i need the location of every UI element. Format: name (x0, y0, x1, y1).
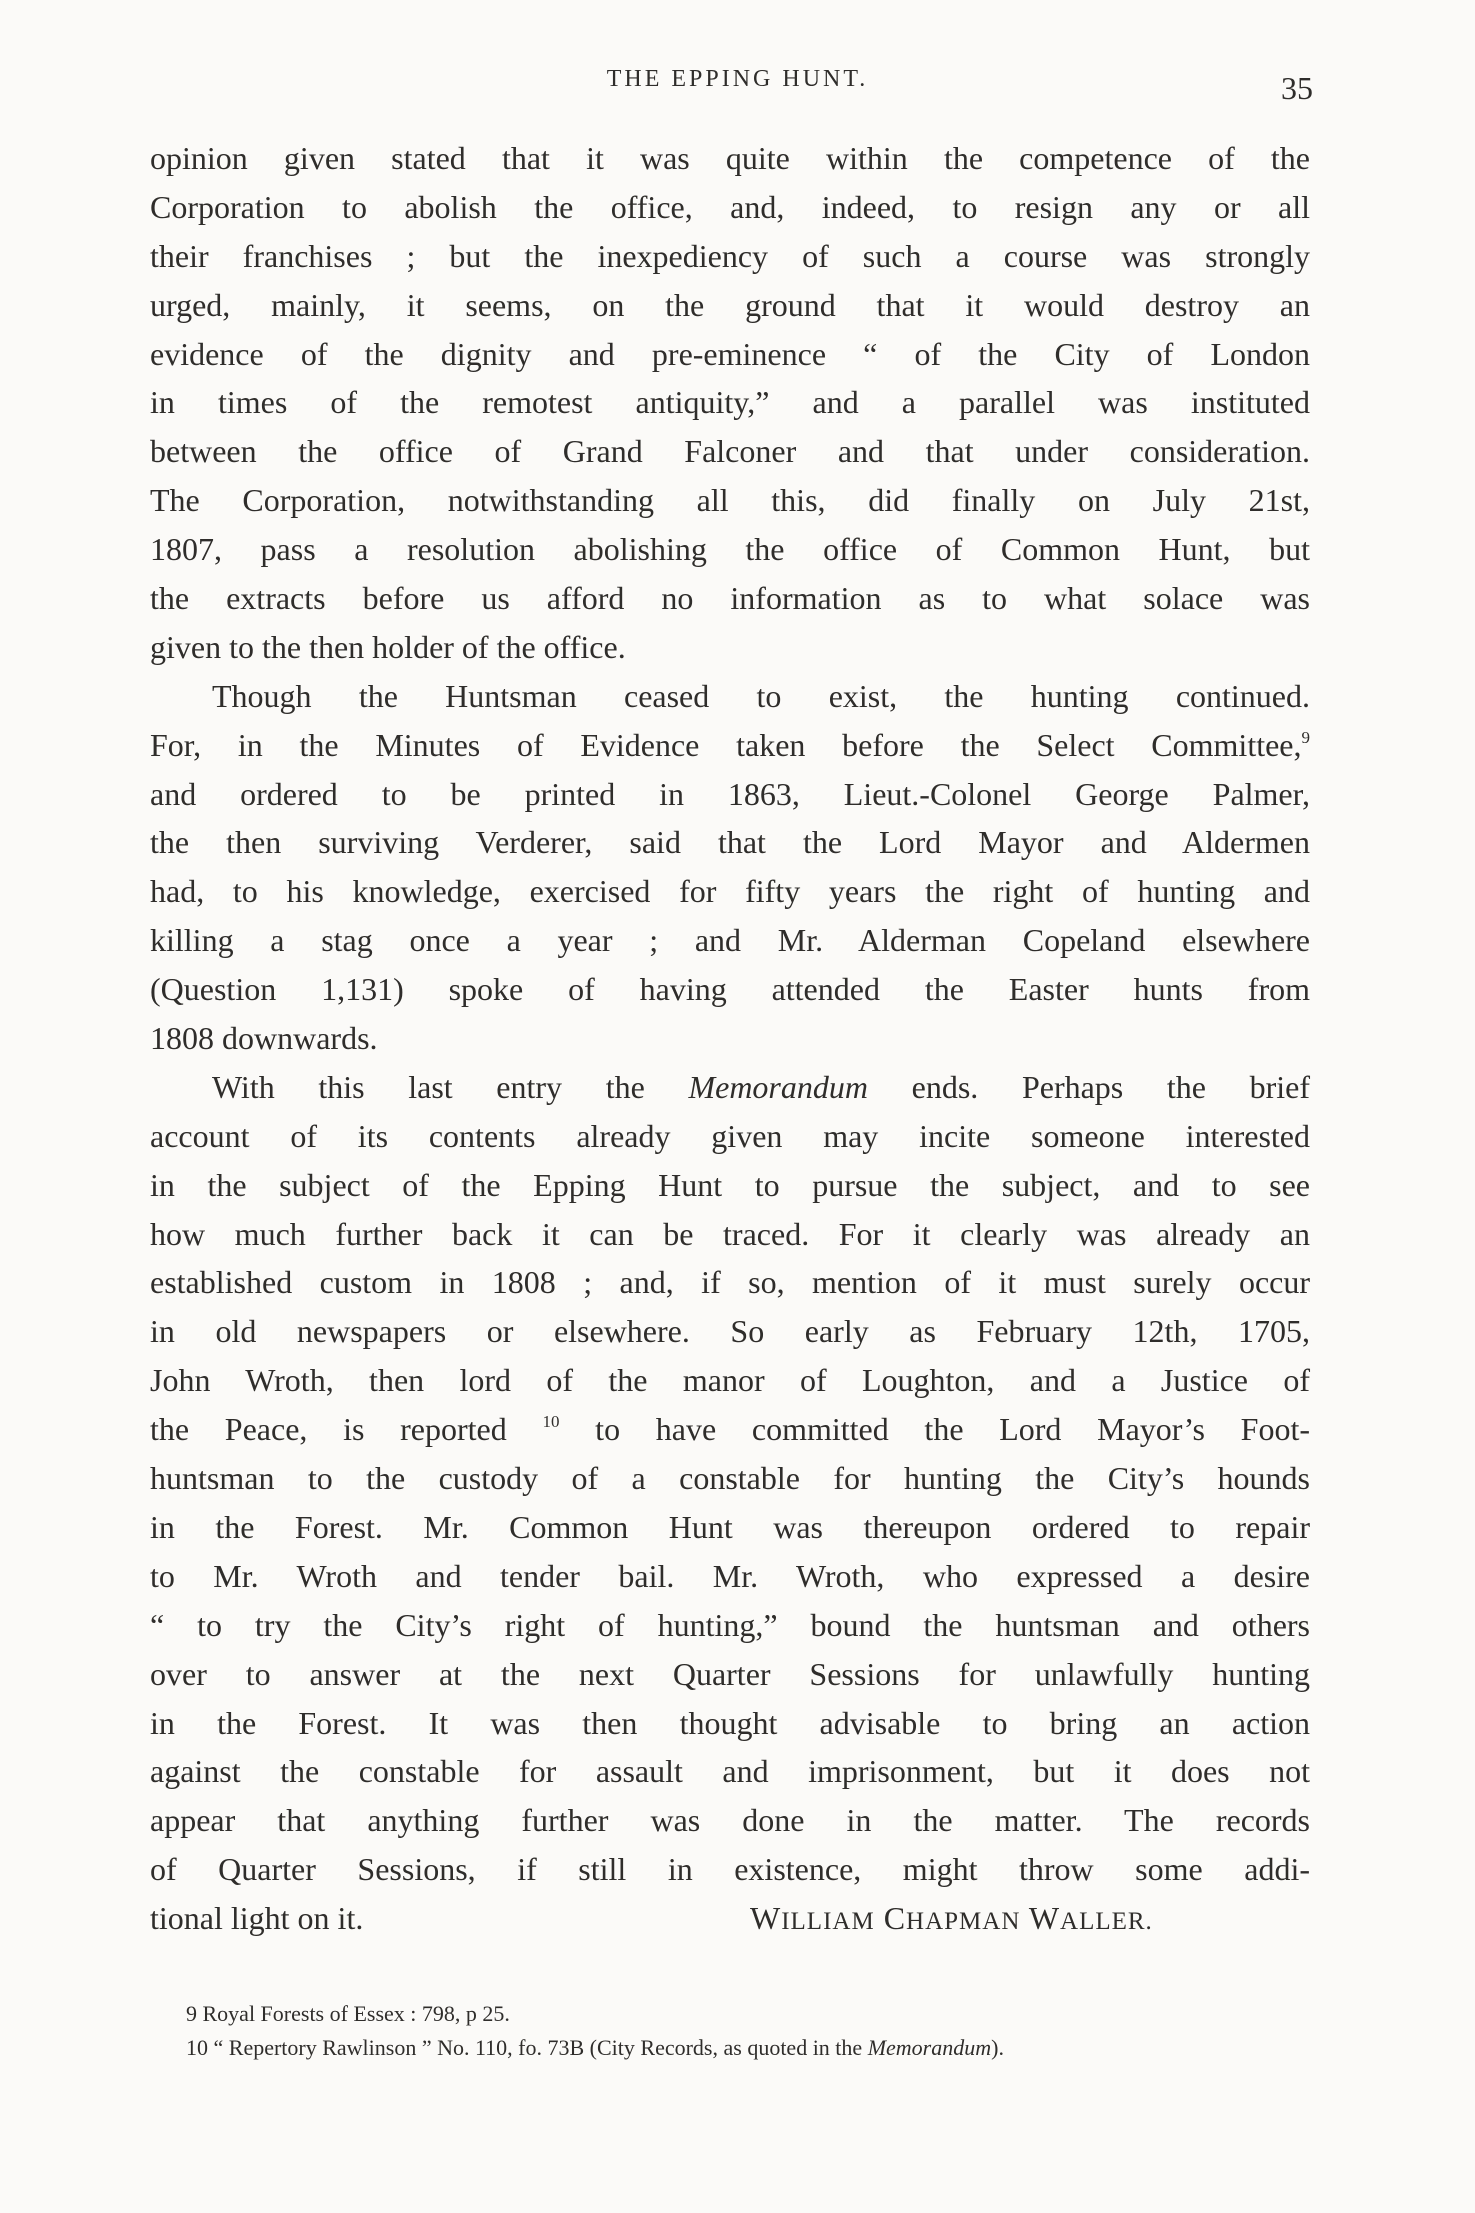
sig-smallcaps: ILLIAM (781, 1908, 875, 1936)
body-text (150, 134, 1310, 1943)
text-line: The Corporation, notwithstanding all this, did finally on July 21st, (150, 482, 1310, 519)
text-line: huntsman to the custody of a constable for hunting the City’s hounds (150, 1460, 1310, 1497)
text-line: over to answer at the next Quarter Sessions for unlawfully hunting (150, 1655, 1310, 1692)
page-header (0, 62, 1475, 106)
line-text: For, in the Minutes of Evidence taken before the Select Committee, (150, 726, 1302, 763)
text-line (150, 1894, 1310, 1943)
text-line: killing a stag once a year ; and Mr. Alderman Copeland elsewhere (150, 922, 1310, 959)
text-line (150, 1405, 1310, 1454)
page-number: 35 (1281, 70, 1313, 106)
text-line: had, to his knowledge, exercised for fifty years the right of hunting and (150, 873, 1310, 910)
text-line: between the office of Grand Falconer and that under consideration. (150, 433, 1310, 470)
sig-smallcaps: HAPMAN (906, 1908, 1021, 1936)
text-line: given to the then holder of the office. (150, 628, 626, 665)
text-line: their franchises ; but the inexpediency of such a course was strongly (150, 237, 1310, 274)
italic-title: Memorandum (867, 2035, 992, 2060)
text-line: in times of the remotest antiquity,” and a parallel was instituted (150, 384, 1310, 421)
text-line: 1808 downwards. (150, 1020, 378, 1057)
text-line: in old newspapers or elsewhere. So early as February 12th, 1705, (150, 1313, 1310, 1350)
footnote-ref-9: 9 (1301, 727, 1310, 747)
text-line (150, 1063, 1310, 1112)
text-line: evidence of the dignity and pre-eminence “ of the City of London (150, 335, 1310, 372)
text-line: of Quarter Sessions, if still in existence, might throw some addi- (150, 1851, 1310, 1888)
text-line: in the Forest. Mr. Common Hunt was thereupon ordered to repair (150, 1508, 1310, 1545)
line-text: to have committed the Lord Mayor’s Foot- (595, 1411, 1311, 1448)
text-line: in the subject of the Epping Hunt to pursue the subject, and to see (150, 1166, 1310, 1203)
sig-cap: W (1028, 1900, 1061, 1937)
author-signature (750, 1900, 1153, 1936)
text-line: the then surviving Verderer, said that the Lord Mayor and Aldermen (150, 824, 1310, 861)
text-line: account of its contents already given may incite someone interested (150, 1117, 1310, 1154)
text-line: Though the Huntsman ceased to exist, the hunting continued. (212, 677, 1310, 714)
footnote-text: ). (991, 2035, 1004, 2060)
text-line: Corporation to abolish the office, and, indeed, to resign any or all (150, 188, 1310, 225)
text-line: “ to try the City’s right of hunting,” bound the huntsman and others (150, 1606, 1310, 1643)
text-line: in the Forest. It was then thought advisable to bring an action (150, 1704, 1310, 1741)
footnote-10 (186, 2035, 1004, 2061)
text-line: established custom in 1808 ; and, if so, mention of it must surely occur (150, 1264, 1310, 1301)
sig-smallcaps: ALLER. (1060, 1908, 1153, 1936)
text-line: John Wroth, then lord of the manor of Loughton, and a Justice of (150, 1362, 1310, 1399)
running-title: THE EPPING HUNT. (606, 66, 869, 92)
footnote-text: 10 “ Repertory Rawlinson ” No. 110, fo. 73B (City Records, as quoted in the (186, 2035, 863, 2060)
text-line: and ordered to be printed in 1863, Lieut.-Colonel George Palmer, (150, 775, 1310, 812)
text-line: against the constable for assault and imprisonment, but it does not (150, 1753, 1310, 1790)
text-line: to Mr. Wroth and tender bail. Mr. Wroth, who expressed a desire (150, 1557, 1310, 1594)
text-line: appear that anything further was done in the matter. The records (150, 1802, 1310, 1839)
line-text: tional light on it. (150, 1900, 364, 1937)
text-line: 1807, pass a resolution abolishing the office of Common Hunt, but (150, 531, 1310, 568)
italic-title: Memorandum (688, 1068, 868, 1105)
line-text: the Peace, is reported (150, 1411, 507, 1448)
footnote-9: 9 Royal Forests of Essex : 798, p 25. (186, 2001, 510, 2026)
text-line: urged, mainly, it seems, on the ground that it would destroy an (150, 286, 1310, 323)
text-line: the extracts before us afford no information as to what solace was (150, 580, 1310, 617)
text-line: opinion given stated that it was quite within the competence of the (150, 140, 1310, 176)
sig-cap: C (883, 1900, 907, 1937)
text-line (150, 721, 1310, 770)
text-line: (Question 1,131) spoke of having attended the Easter hunts from (150, 971, 1310, 1008)
line-text: With this last entry the (212, 1068, 645, 1105)
sig-cap: W (750, 1900, 782, 1937)
line-text: ends. Perhaps the brief (911, 1068, 1311, 1105)
text-line: how much further back it can be traced. For it clearly was already an (150, 1215, 1310, 1252)
footnote-ref-10: 10 (542, 1412, 560, 1432)
